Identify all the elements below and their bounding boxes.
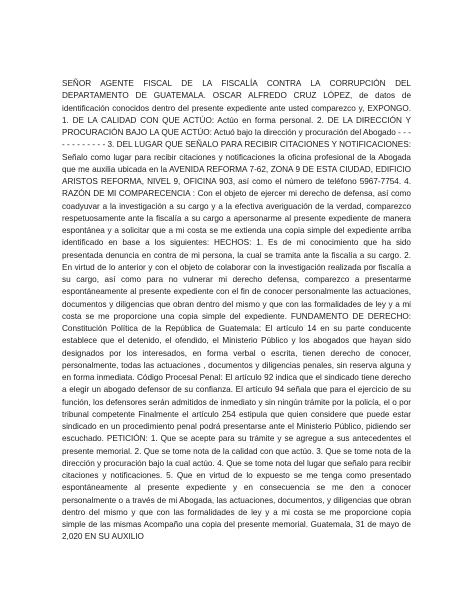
memorial-body-text: SEÑOR AGENTE FISCAL DE LA FISCALÍA CONTRA LA CORRUPCIÓN DEL DEPARTAMENTO DE GUATEMALA. OSCAR ALFREDO CRUZ LÓPEZ, de datos de identificación conocidos dentro del presente expediente ante usted comparezco y, EXPONGO. 1. DE LA CALIDAD CON QUE ACTÚO: Actúo en forma personal. 2. DE LA DIRECCIÓN Y PROCURACIÓN BAJO LA QUE ACTÚO: Actuó bajo la dirección y procuración del Abogado - - - - - - - - - - - - 3. DEL LUGAR QUE SEÑALO PARA RECIBIR CITACIONES Y NOTIFICACIONES: Señalo como lugar para recibir citaciones y notificaciones la oficina profesional de la Abogada que me auxilia ubicada en la AVENIDA REFORMA 7-62, ZONA 9 DE ESTA CIUDAD, EDIFICIO ARISTOS REFORMA, NIVEL 9, OFICINA 903, así como el número de teléfono 5967-7754. 4. RAZÓN DE MI COMPARECENCIA : Con el objeto de ejercer mi derecho de defensa, así como coadyuvar a la investigación a su cargo y a la efectiva averiguación de la verdad, comparezco respetuosamente ante la fiscalía a su cargo a apersonarme al presente expediente de manera espontánea y a solicitar que a mi costa se me extienda una copia simple del expediente arriba identificado en base a los siguientes: HECHOS: 1. Es de mi conocimiento que ha sido presentada denuncia en contra de mi persona, la cual se tramita ante la fiscalía a su cargo. 2. En virtud de lo anterior y con el objeto de colaborar con la investigación realizada por fiscalía a su cargo, así como para no vulnerar mi derecho defensa, comparezco a presentarme espontáneamente al presente expediente con el fin de conocer personalmente las actuaciones, documentos y diligencias que obran dentro del mismo y que con las formalidades de ley y a mi costa se me proporcione una copia simple del expediente. FUNDAMENTO DE DERECHO: Constitución Política de la República de Guatemala: El artículo 14 en su parte conducente establece que el detenido, el ofendido, el Ministerio Público y los abogados que hayan sido designados por los interesados, en forma verbal o escrita, tienen derecho de conocer, personalmente, todas las actuaciones , documentos y diligencias penales, sin reserva alguna y en forma inmediata. Código Procesal Penal: El artículo 92 indica que el sindicado tiene derecho a elegir un abogado defensor de su confianza. El artículo 94 señala que para el ejercicio de su función, los defensores serán admitidos de inmediato y sin ningún trámite por la policía, el o por tribunal competente Finalmente el artículo 254 estipula que quien considere que puede estar sindicado en un procedimiento penal podrá presentarse ante el Ministerio Público, pidiendo ser escuchado. PETICIÓN: 1. Que se acepte para su trámite y se agregue a sus antecedentes el presente memorial. 2. Que se tome nota de la calidad con que actúo. 3. Que se tome nota de la dirección y procuración bajo la cual actúo. 4. Que se tome nota del lugar que señalo para recibir citaciones y notificaciones. 5. Que en virtud de lo expuesto se me tenga como presentado espontáneamente al presente expediente y en consecuencia se me den a conocer personalmente o a través de mi Abogada, las actuaciones, documentos, y diligencias que obran dentro del mismo y que con las formalidades de ley y a mi costa se me proporcione copia simple de las mismas Acompaño una copia del presente memorial. Guatemala, 31 de mayo de 2,020 EN SU AUXILIO bbox=[62, 79, 411, 542]
